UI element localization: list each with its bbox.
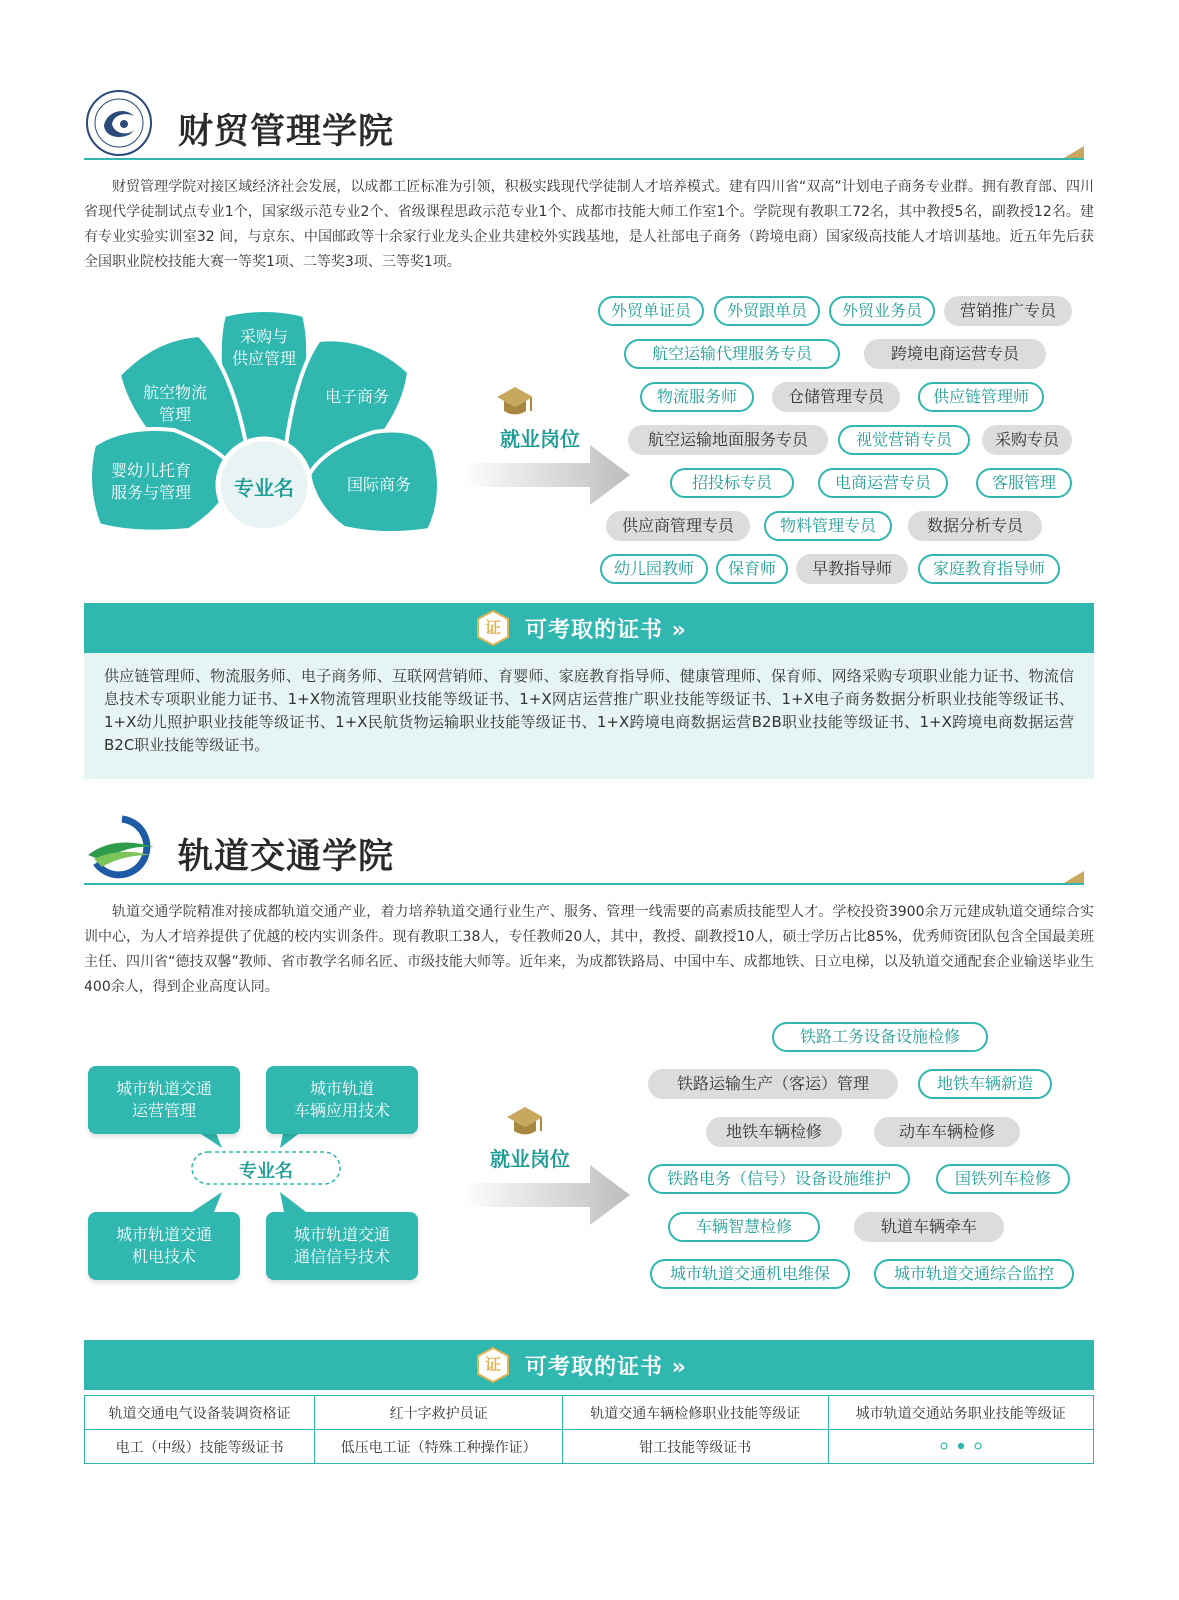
job-pill: 跨境电商运营专员: [864, 339, 1046, 369]
job-pill: 动车车辆检修: [874, 1117, 1020, 1147]
table-cell: 红十字救护员证: [315, 1396, 563, 1430]
job-pill: 地铁车辆新造: [918, 1069, 1052, 1099]
petal-procurement: 采购与 供应管理: [231, 327, 296, 368]
job-pill: 物流服务师: [640, 382, 754, 412]
job-pill: 早教指导师: [796, 554, 908, 584]
section2-corner-mark: [1064, 871, 1084, 883]
job-pill: 国铁列车检修: [936, 1164, 1070, 1194]
section1-divider: [84, 158, 1084, 160]
job-pill: 营销推广专员: [944, 296, 1072, 326]
section1-cert-list: 供应链管理师、物流服务师、电子商务师、互联网营销师、育婴师、家庭教育指导师、健康管理师、保育师、网络采购专项职业能力证书、物流信息技术专项职业能力证书、1+X物流管理职业技能等级证书、1+X网店运营推广职业技能等级证书、1+X电子商务数据分析职业技能等级证书、1+X幼儿照护职业技能等级证书、1+X民航货物运输职业技能等级证书、1+X跨境电商数据运营B2B职业技能等级证书、1+X跨境电商数据运营B2C职业技能等级证书。: [84, 653, 1094, 779]
section1-job-label: 就业岗位: [500, 427, 580, 451]
job-pill: 家庭教育指导师: [918, 554, 1060, 584]
table-row: [85, 1396, 1094, 1430]
section2-job-label: 就业岗位: [490, 1147, 570, 1171]
table-cell: 轨道交通车辆检修职业技能等级证: [563, 1396, 828, 1430]
petal-ecommerce: 电子商务: [324, 387, 389, 406]
section2-intro: 轨道交通学院精准对接成都轨道交通产业，着力培养轨道交通行业生产、服务、管理一线需要的高素质技能型人才。学校投资3900余万元建成轨道交通综合实训中心，为人才培养提供了优越的校内实训条件。现有教职工38人，专任教师20人，其中，教授、副教授10人，硕士学历占比85%，优秀师资团队包含全国最美班主任、四川省“德技双馨”教师、省市教学名师名匠、市级技能大师等。近年来，为成都铁路局、中国中车、成都地铁、日立电梯，以及轨道交通配套企业输送毕业生400余人，得到企业高度认同。: [84, 904, 1094, 995]
section1-corner-mark: [1064, 146, 1084, 158]
section1-cert-bar: [84, 603, 1094, 653]
major-operation-management: 城市轨道交通 运营管理: [88, 1066, 240, 1134]
petal-international-business: 国际商务: [346, 475, 411, 494]
job-pill: 铁路运输生产（客运）管理: [648, 1069, 898, 1099]
job-pill: 外贸单证员: [598, 296, 704, 326]
job-pill: 地铁车辆检修: [706, 1117, 842, 1147]
major-vehicle-technology: 城市轨道 车辆应用技术: [266, 1066, 418, 1134]
section2-cert-bar: [84, 1340, 1094, 1390]
section2-cert-table: [84, 1395, 1094, 1464]
job-pill: 城市轨道交通机电维保: [650, 1259, 850, 1289]
section1-title: 财贸管理学院: [178, 112, 395, 152]
job-pill: 视觉营销专员: [838, 425, 970, 455]
job-pill: 供应链管理师: [918, 382, 1044, 412]
section2-divider: [84, 883, 1084, 885]
table-cell: 轨道交通电气设备装调资格证: [85, 1396, 315, 1430]
certificate-badge-label: 证: [484, 1355, 501, 1374]
job-pill: 车辆智慧检修: [668, 1212, 820, 1242]
section2-header: [84, 805, 1084, 885]
job-pill: 航空运输代理服务专员: [624, 339, 840, 369]
job-pill: 幼儿园教师: [600, 554, 708, 584]
table-cell: 城市轨道交通站务职业技能等级证: [828, 1396, 1093, 1430]
major-electromechanical: 城市轨道交通 机电技术: [88, 1212, 240, 1280]
job-pill: 城市轨道交通综合监控: [874, 1259, 1074, 1289]
center-major-label: 专业名: [234, 476, 294, 500]
job-pill: 采购专员: [982, 425, 1072, 455]
graduation-cap-icon: [495, 385, 535, 421]
job-pill: 外贸业务员: [829, 296, 935, 326]
petal-aviation-logistics: 航空物流 管理: [142, 383, 207, 424]
job-pill: 轨道车辆牵车: [854, 1212, 1004, 1242]
section1-majors-diagram: [84, 300, 464, 550]
dots-decoration-icon: [936, 1441, 986, 1451]
table-cell: 钳工技能等级证书: [563, 1430, 828, 1464]
job-pill: 物料管理专员: [764, 511, 892, 541]
job-pill: 电商运营专员: [818, 468, 948, 498]
petal-infant-care: 婴幼儿托育 服务与管理: [110, 461, 191, 502]
section1-intro: 财贸管理学院对接区域经济社会发展，以成都工匠标准为引领，积极实践现代学徒制人才培养模式。建有四川省“双高”计划电子商务专业群。拥有教育部、四川省现代学徒制试点专业1个，国家级示范专业2个、省级课程思政示范专业1个、成都市技能大师工作室1个。学院现有教职工72名，其中教授5名，副教授12名。建有专业实验实训室32 间，与京东、中国邮政等十余家行业龙头企业共建校外实践基地，是人社部电子商务（跨境电商）国家级高技能人才培训基地。近五年先后获全国职业院校技能大赛一等奖1项、二等奖3项、三等奖1项。: [84, 179, 1094, 270]
job-pill: 客服管理: [976, 468, 1072, 498]
table-row: [85, 1430, 1094, 1464]
finance-college-logo-icon: [84, 88, 154, 158]
section1-cert-title: 可考取的证书 »: [525, 618, 687, 643]
section2-majors-diagram: [84, 1060, 424, 1290]
section2-cert-title: 可考取的证书 »: [525, 1355, 687, 1380]
section2-arrow-icon: [460, 1165, 630, 1225]
table-cell-decor: [828, 1430, 1093, 1464]
certificate-badge-label: 证: [484, 618, 501, 637]
table-cell: 电工（中级）技能等级证书: [85, 1430, 315, 1464]
job-pill: 招投标专员: [670, 468, 794, 498]
job-pill: 供应商管理专员: [606, 511, 750, 541]
job-pill: 外贸跟单员: [714, 296, 820, 326]
section1-header: [84, 80, 1084, 160]
job-pill: 保育师: [716, 554, 788, 584]
job-pill: 铁路电务（信号）设备设施维护: [648, 1164, 910, 1194]
job-pill: 数据分析专员: [908, 511, 1042, 541]
major-communication-signal: 城市轨道交通 通信信号技术: [266, 1212, 418, 1280]
section1-arrow-icon: [460, 445, 630, 505]
graduation-cap-icon: [505, 1105, 545, 1141]
center-major-label: 专业名: [239, 1161, 293, 1182]
rail-college-logo-icon: [84, 815, 160, 881]
section2-title: 轨道交通学院: [178, 837, 395, 877]
job-pill: 铁路工务设备设施检修: [772, 1022, 988, 1052]
job-pill: 仓储管理专员: [772, 382, 900, 412]
job-pill: 航空运输地面服务专员: [628, 425, 828, 455]
table-cell: 低压电工证（特殊工种操作证）: [315, 1430, 563, 1464]
